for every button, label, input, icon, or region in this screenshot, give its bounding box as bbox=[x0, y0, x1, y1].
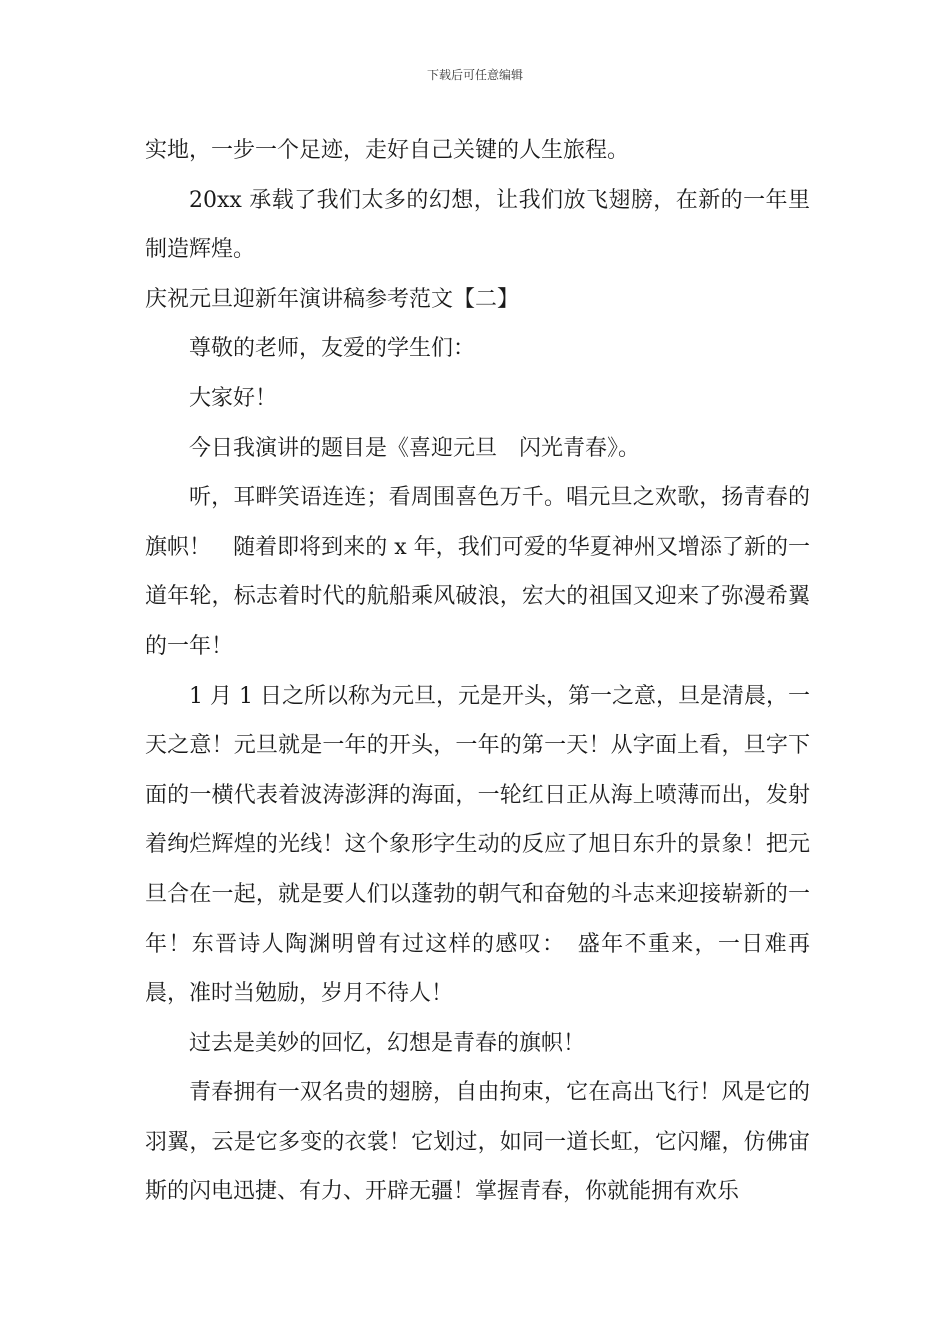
document-body bbox=[145, 126, 810, 1217]
paragraph-listen: 听，耳畔笑语连连；看周围喜色万千。唱元旦之欢歌，扬青春的旗帜！ 随着即将到来的 x 年，我们可爱的华夏神州又增添了新的一道年轮，标志着时代的航船乘风破浪，宏大的祖国又迎来了弥漫希翼的一年！ bbox=[145, 485, 810, 659]
greeting: 大家好！ bbox=[189, 385, 278, 411]
paragraph-2: 20xx 承载了我们太多的幻想，让我们放飞翅膀，在新的一年里制造辉煌。 bbox=[145, 187, 810, 263]
salutation: 尊敬的老师，友爱的学生们： bbox=[189, 336, 476, 362]
page-header-note: 下载后可任意编辑 bbox=[426, 68, 523, 82]
paragraph-youth: 青春拥有一双名贵的翅膀，自由拘束，它在高出飞行！风是它的羽翼，云是它多变的衣裳！它划过，如同一道长虹，它闪耀，仿佛宙斯的闪电迅捷、有力、开辟无疆！掌握青春，你就能拥有欢乐 bbox=[145, 1080, 810, 1205]
paragraph-1: 实地，一步一个足迹，走好自己关键的人生旅程。 bbox=[145, 138, 630, 163]
paragraph-yuandan: 1 月 1 日之所以称为元旦，元是开头，第一之意，旦是清晨，一天之意！元旦就是一年的开头，一年的第一天！从字面上看，旦字下面的一横代表着波涛澎湃的海面，一轮红日正从海上喷薄而出，发射着绚烂辉煌的光线！这个象形字生动的反应了旭日东升的景象！把元旦合在一起，就是要人们以蓬勃的朝气和奋勉的斗志来迎接崭新的一年！东晋诗人陶渊明曾有过这样的感叹： 盛年不重来，一日难再晨，准时当勉励，岁月不待人！ bbox=[145, 683, 810, 1007]
speech-title-line: 今日我演讲的题目是《喜迎元旦 闪光青春》。 bbox=[189, 435, 641, 461]
section-heading: 庆祝元旦迎新年演讲稿参考范文【二】 bbox=[145, 286, 520, 312]
paragraph-past: 过去是美妙的回忆，幻想是青春的旗帜！ bbox=[189, 1030, 586, 1056]
